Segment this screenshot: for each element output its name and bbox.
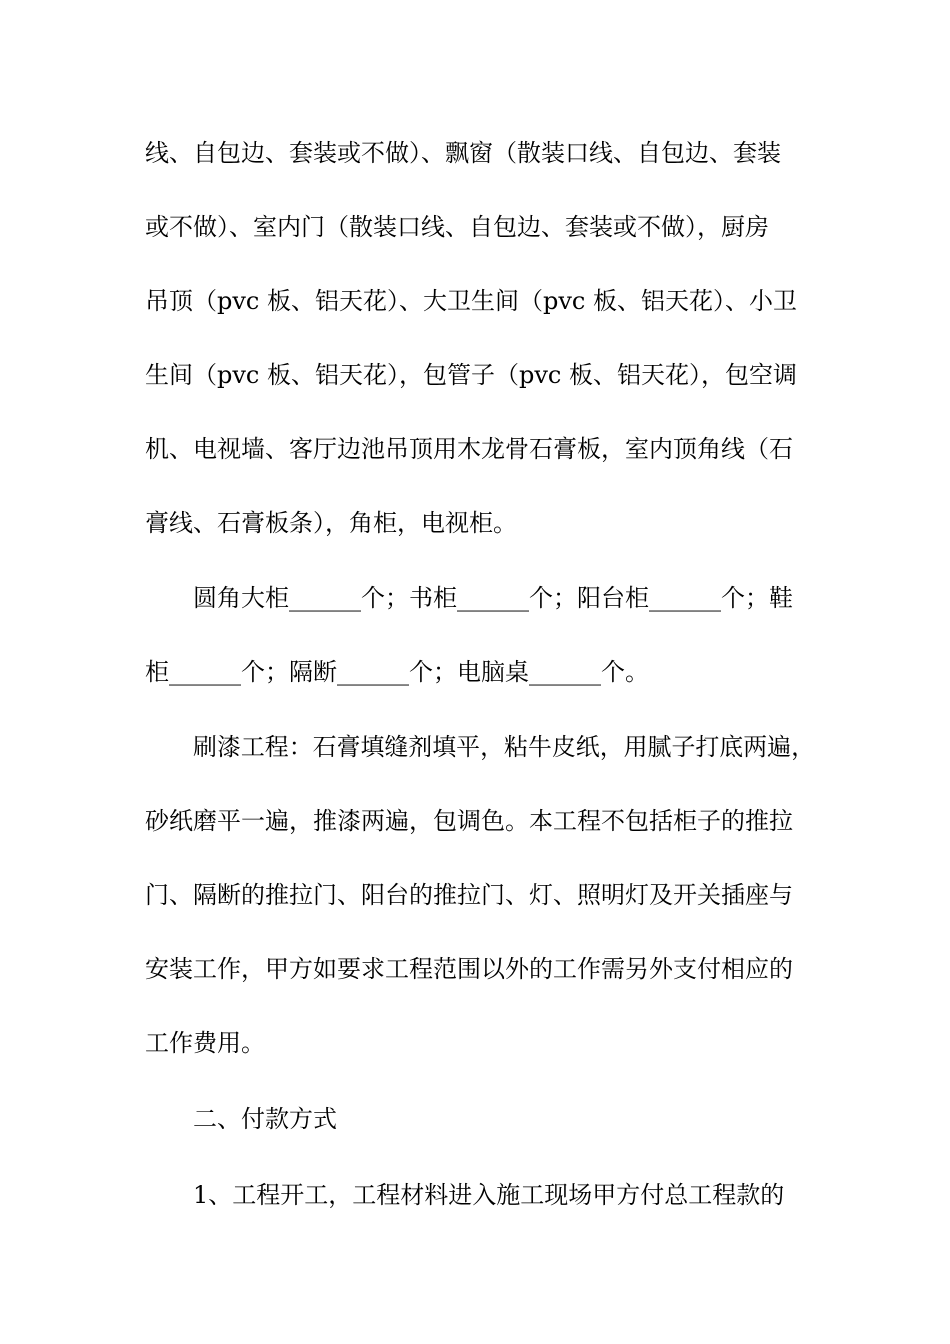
paint-paragraph-line: 砂纸磨平一遍，推漆两遍，包调色。本工程不包括柜子的推拉: [145, 807, 793, 835]
text-line: 膏线、石膏板条），角柜，电视柜。: [145, 509, 517, 537]
payment-item: 1、工程开工，工程材料进入施工现场甲方付总工程款的: [193, 1181, 785, 1209]
paint-paragraph-line: 工作费用。: [145, 1029, 265, 1057]
text-line: 生间（pvc 板、铝天花），包管子（pvc 板、铝天花），包空调: [145, 361, 797, 389]
text-line: 吊顶（pvc 板、铝天花）、大卫生间（pvc 板、铝天花）、小卫: [145, 287, 797, 315]
cabinet-count-line: 圆角大柜______个；书柜______个；阳台柜______个；鞋: [193, 584, 793, 612]
paint-paragraph-line: 安装工作，甲方如要求工程范围以外的工作需另外支付相应的: [145, 955, 793, 983]
section-heading: 二、付款方式: [193, 1105, 337, 1133]
text-line: 线、自包边、套装或不做）、飘窗（散装口线、自包边、套装: [145, 139, 781, 167]
paint-paragraph-line: 门、隔断的推拉门、阳台的推拉门、灯、照明灯及开关插座与: [145, 881, 793, 909]
text-line: 或不做）、室内门（散装口线、自包边、套装或不做），厨房: [145, 213, 769, 241]
cabinet-count-line: 柜______个；隔断______个；电脑桌______个。: [145, 658, 649, 686]
text-line: 机、电视墙、客厅边池吊顶用木龙骨石膏板，室内顶角线（石: [145, 435, 793, 463]
paint-paragraph-line: 刷漆工程：石膏填缝剂填平，粘牛皮纸，用腻子打底两遍，: [193, 733, 815, 761]
